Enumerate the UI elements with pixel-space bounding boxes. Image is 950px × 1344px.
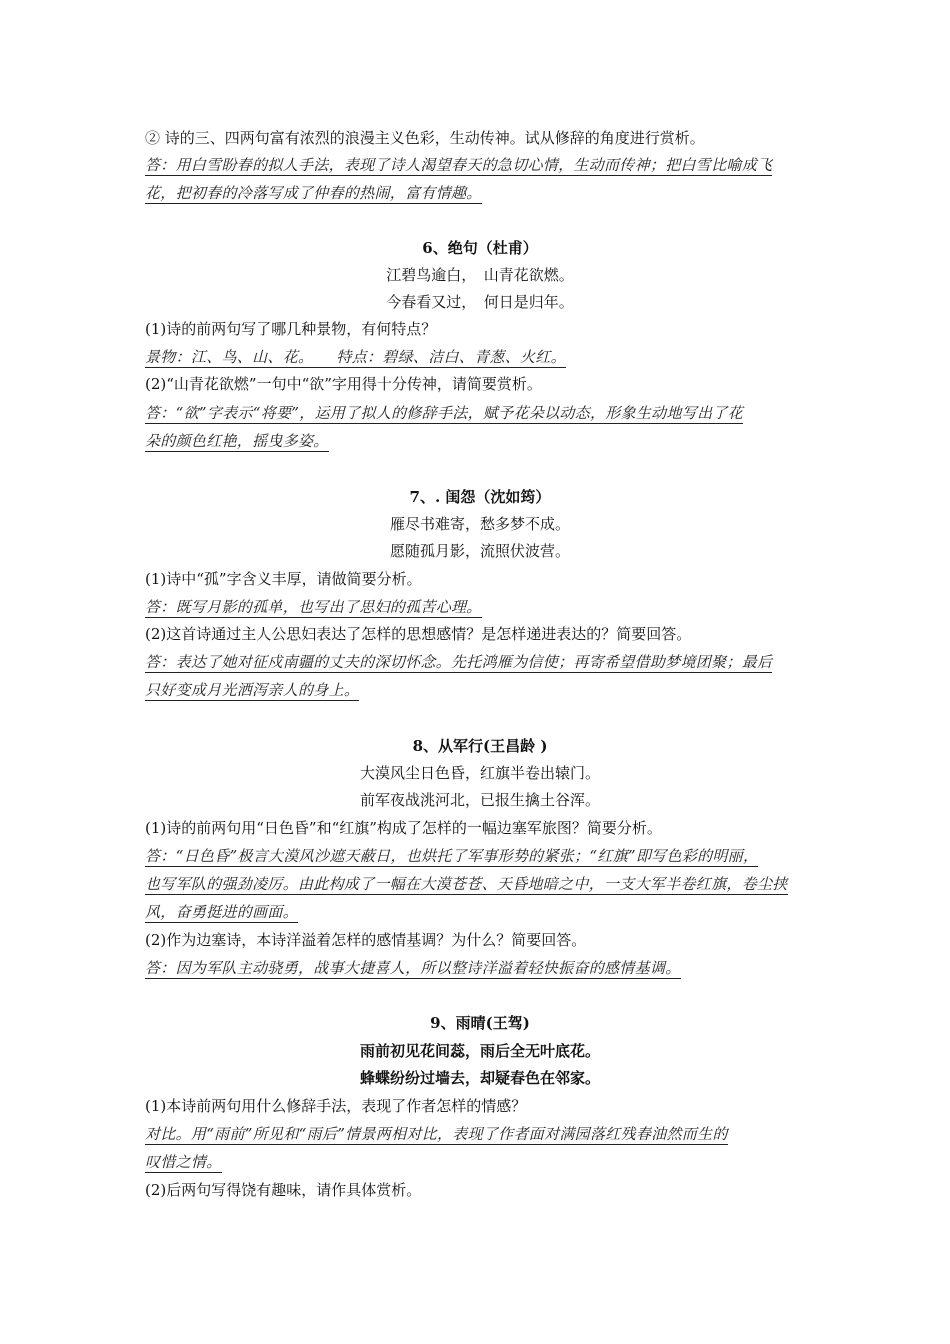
answer-text: 答：因为军队主动骁勇，战事大捷喜人，所以整诗洋溢着轻快振奋的感情基调。 [145, 959, 681, 977]
answer-text: 答：“欲”字表示“将要”，运用了拟人的修辞手法，赋予花朵以动态，形象生动地写出了花 [145, 404, 743, 422]
answer-line [145, 652, 815, 672]
question-line: (2)“山青花欲燃”一句中“欲”字用得十分传神，请简要赏析。 [145, 375, 542, 393]
answer-line [145, 183, 815, 203]
question-line: (2)作为边塞诗，本诗洋溢着怎样的感情基调？为什么？简要回答。 [145, 931, 587, 949]
answer-line [145, 958, 815, 978]
poem-verse: 江碧鸟逾白， 山青花欲燃。 [386, 266, 574, 284]
question-line: (1)诗的前两句写了哪几种景物，有何特点？ [145, 320, 437, 338]
poem-title: 8、从军行(王昌龄 ) [412, 737, 548, 755]
answer-text: 景物：江、鸟、山、花。 特点：碧绿、洁白、青葱、火红。 [145, 348, 566, 366]
answer-line [145, 680, 815, 700]
answer-line [145, 403, 815, 423]
poem-verse: 雨前初见花间蕊，雨后全无叶底花。 [359, 1042, 600, 1060]
answer-line [145, 431, 815, 451]
answer-line [145, 846, 815, 866]
poem-verse: 前军夜战洮河北，已报生擒土谷浑。 [359, 791, 600, 809]
question-line: (1)诗的前两句用“日色昏”和“红旗”构成了怎样的一幅边塞军旅图？简要分析。 [145, 819, 662, 837]
answer-line [145, 347, 815, 367]
poem-verse: 雁尽书难寄，愁多梦不成。 [389, 515, 570, 533]
poem-verse: 愿随孤月影，流照伏波营。 [389, 542, 570, 560]
answer-line [145, 874, 815, 894]
answer-text: 答：用白雪盼春的拟人手法，表现了诗人渴望春天的急切心情，生动而传神；把白雪比喻成飞 [145, 156, 773, 174]
question-line: ② 诗的三、四两句富有浓烈的浪漫主义色彩，生动传神。试从修辞的角度进行赏析。 [145, 129, 705, 147]
poem-title: 7、. 闺怨（沈如筠） [409, 488, 551, 506]
question-line: (1)本诗前两句用什么修辞手法，表现了作者怎样的情感？ [145, 1097, 527, 1115]
answer-text: 风，奋勇挺进的画面。 [145, 903, 299, 921]
question-line: (2)后两句写得饶有趣味，请作具体赏析。 [145, 1181, 422, 1199]
answer-text: 花，把初春的冷落写成了仲春的热闹，富有情趣。 [145, 184, 482, 202]
answer-text: 答：“日色昏”极言大漠风沙遮天蔽日，也烘托了军事形势的紧张；“红旗”即写色彩的明丽， [145, 847, 759, 865]
answer-text: 只好变成月光洒泻亲人的身上。 [145, 681, 360, 699]
answer-text: 答：既写月影的孤单，也写出了思妇的孤苦心理。 [145, 598, 482, 616]
answer-text: 答：表达了她对征戍南疆的丈夫的深切怀念。先托鸿雁为信使；再寄希望借助梦境团聚；最后 [145, 653, 773, 671]
poem-verse: 大漠风尘日色昏，红旗半卷出辕门。 [359, 764, 600, 782]
answer-line [145, 597, 815, 617]
poem-title: 9、雨晴(王驾) [430, 1014, 530, 1032]
answer-text: 叹惜之情。 [145, 1153, 222, 1171]
poem-verse: 蜂蝶纷纷过墙去，却疑春色在邻家。 [359, 1069, 600, 1087]
poem-title: 6、绝句（杜甫） [422, 239, 538, 257]
poem-verse: 今春看又过， 何日是归年。 [386, 293, 574, 311]
answer-line [145, 1152, 815, 1172]
question-line: (2)这首诗通过主人公思妇表达了怎样的思想感情？是怎样递进表达的？简要回答。 [145, 625, 692, 643]
answer-line [145, 155, 815, 175]
answer-line [145, 902, 815, 922]
answer-line [145, 1124, 815, 1144]
answer-text: 朵的颜色红艳，摇曳多姿。 [145, 432, 329, 450]
answer-text: 对比。用“雨前”所见和“雨后”情景两相对比，表现了作者面对满园落红残春油然而生的 [145, 1125, 728, 1143]
answer-text: 也写军队的强劲凌厉。由此构成了一幅在大漠苍苍、天昏地暗之中，一支大军半卷红旗，卷尘挟 [145, 875, 788, 893]
question-line: (1)诗中“孤”字含义丰厚，请做简要分析。 [145, 570, 422, 588]
